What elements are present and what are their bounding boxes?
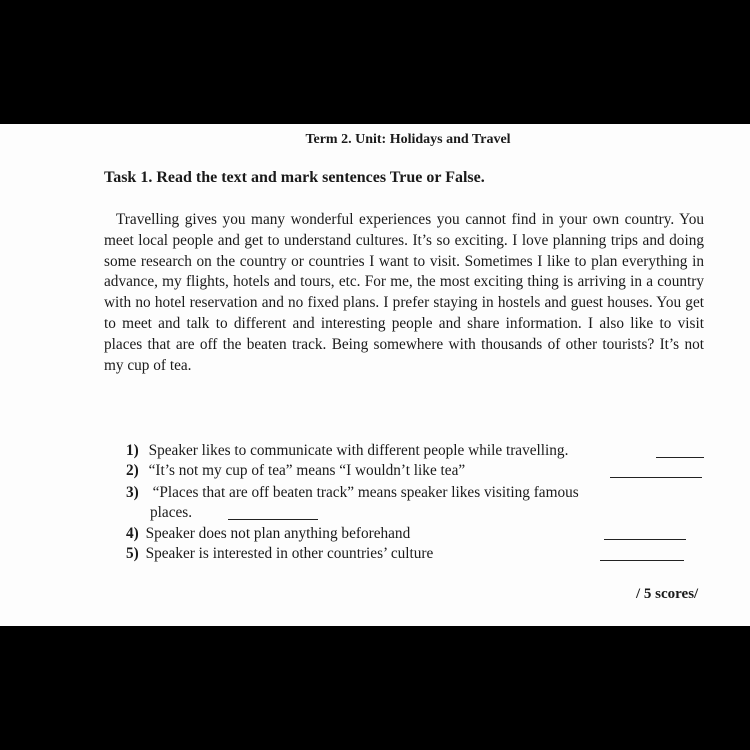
answer-blank-5[interactable]: [600, 560, 684, 561]
document-page: [0, 124, 750, 626]
question-5: [126, 545, 433, 563]
question-4: [126, 525, 410, 543]
page-header: Term 2. Unit: Holidays and Travel: [305, 132, 511, 147]
question-number: 4): [126, 525, 139, 542]
question-3-continuation: places.: [150, 504, 193, 521]
question-1: [126, 442, 568, 460]
question-number: 5): [126, 545, 139, 562]
answer-blank-4[interactable]: [604, 539, 686, 540]
question-number: 2): [126, 462, 139, 479]
task-title: Task 1. Read the text and mark sentences True or False.: [104, 169, 485, 186]
answer-blank-3[interactable]: [228, 519, 318, 520]
answer-blank-2[interactable]: [610, 477, 702, 478]
question-text: “Places that are off beaten track” means speaker likes visiting famous: [152, 484, 579, 501]
answer-blank-1[interactable]: [656, 457, 704, 458]
reading-paragraph: Travelling gives you many wonderful experiences you cannot find in your own country. You meet local people and get to understand cultures. It’s so exciting. I love planning trips and doing some research on the country or countries I want to visit. Sometimes I like to plan everything in advance, my flights, hotels and tours, etc. For me, the most exciting thing is arriving in a country with no hotel reservation and no fixed plans. I prefer staying in hostels and guest houses. You get to meet and talk to different and interesting people and share information. I also like to visit places that are off the beaten track. Being somewhere with thousands of other tourists? It’s not my cup of tea.: [104, 211, 704, 374]
question-text: “It’s not my cup of tea” means “I wouldn’t like tea”: [148, 462, 466, 479]
question-text: Speaker likes to communicate with different people while travelling.: [148, 442, 569, 459]
question-text: Speaker is interested in other countries’ culture: [145, 545, 434, 562]
question-number: 1): [126, 442, 139, 459]
question-text: Speaker does not plan anything beforehand: [145, 525, 411, 542]
question-2: [126, 462, 465, 480]
question-number: 3): [126, 484, 139, 501]
question-3: [126, 484, 579, 502]
score-label: / 5 scores/: [636, 586, 699, 602]
